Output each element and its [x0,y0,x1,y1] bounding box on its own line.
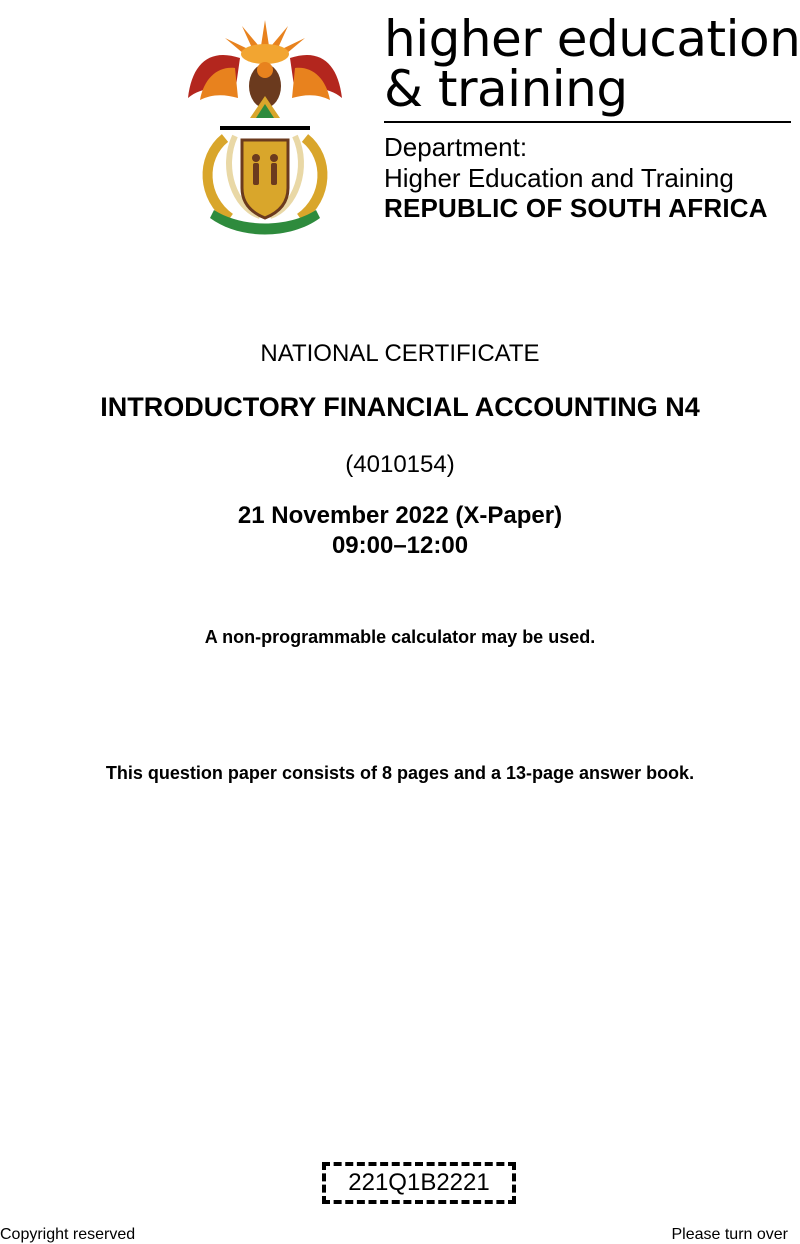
document-header [0,0,800,250]
brand-line-training: & training [384,60,628,118]
department-name: Higher Education and Training [384,163,734,193]
country-name: REPUBLIC OF SOUTH AFRICA [384,193,768,223]
page-count-note: This question paper consists of 8 pages and a 13-page answer book. [105,763,695,783]
footer-turn-over: Please turn over [671,1226,788,1243]
footer-copyright: Copyright reserved [0,1226,136,1243]
subject-code: (4010154) [345,451,455,478]
coat-of-arms-icon [180,18,350,243]
brand-divider [384,121,791,123]
certificate-title: NATIONAL CERTIFICATE [260,340,540,367]
department-label: Department: [384,132,528,162]
subject-title: INTRODUCTORY FINANCIAL ACCOUNTING N4 [100,392,700,422]
exam-date: 21 November 2022 (X-Paper) [237,502,563,529]
exam-time: 09:00–12:00 [331,532,469,559]
paper-code: 221Q1B2221 [322,1162,516,1204]
calculator-note: A non-programmable calculator may be used. [204,627,596,647]
brand-line-higher-education: higher education [384,10,800,68]
